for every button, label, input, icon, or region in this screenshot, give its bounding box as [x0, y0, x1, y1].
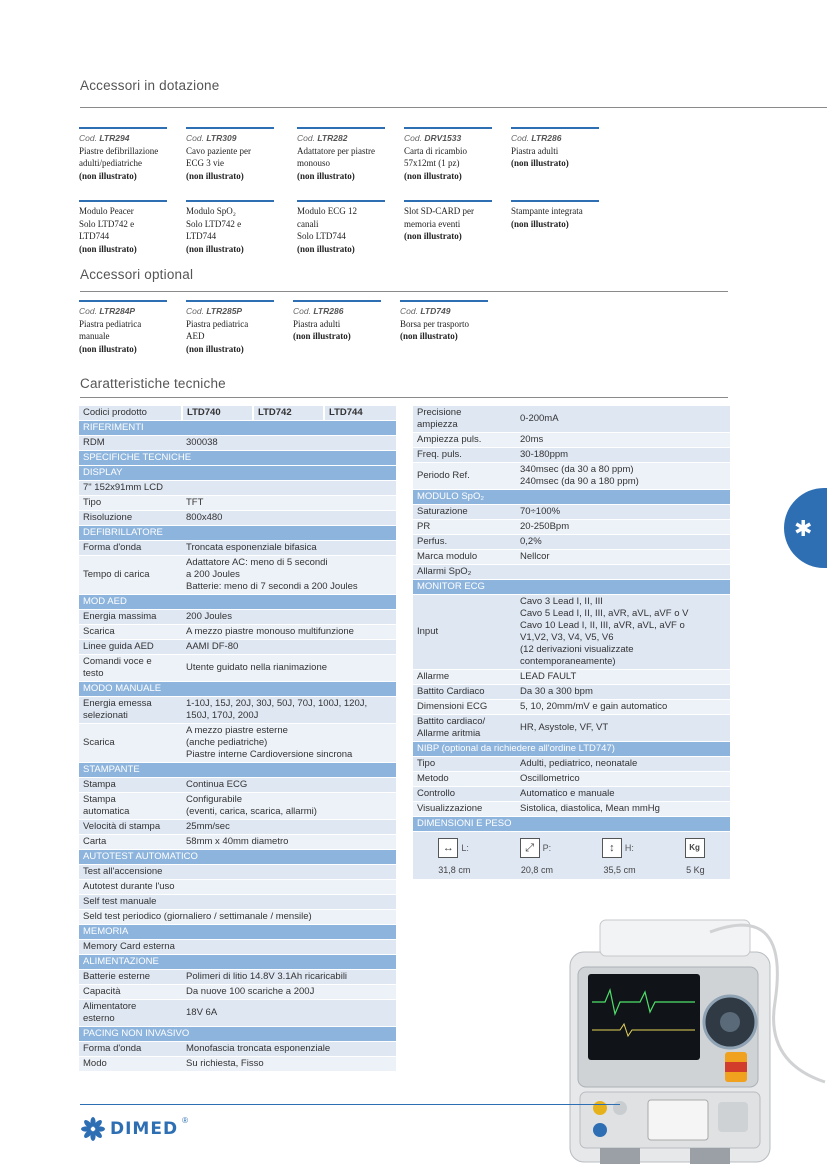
brand-mark: ®	[182, 1116, 188, 1125]
accessory-code: Cod. LTR294	[79, 133, 130, 143]
spec-row	[413, 448, 730, 463]
spec-row	[79, 835, 396, 850]
not-shown-note: (non illustrato)	[79, 343, 137, 354]
footer-line	[80, 1104, 620, 1105]
spec-row	[79, 697, 396, 724]
spec-row	[79, 793, 396, 820]
spec-key: Memory Card esterna	[79, 940, 182, 955]
not-shown-note: (non illustrato)	[511, 218, 569, 229]
spec-row	[413, 550, 730, 565]
section-header: ALIMENTAZIONE	[79, 955, 396, 970]
spec-row	[413, 757, 730, 772]
spec-key: Tempo di carica	[79, 556, 182, 595]
height-dim: ↕ H:	[602, 838, 634, 858]
spec-row	[413, 595, 730, 670]
spec-key: Scarica	[79, 724, 182, 763]
section-title-included: Accessori in dotazione	[80, 78, 220, 93]
asterisk-icon: ✱	[794, 516, 813, 541]
spec-value: Cavo 3 Lead I, II, III Cavo 5 Lead I, II, III, aVR, aVL, aVF o V Cavo 10 Lead I, II, III, aVR, aVL, aVF o V1,V2, V3, V4, V5, V6 (12 derivazioni visualizzate contemporaneamente)	[516, 595, 730, 670]
brand-name: DIMED	[110, 1119, 179, 1139]
spec-value: 300038	[182, 436, 396, 451]
spec-key: Stampa automatica	[79, 793, 182, 820]
accessory-description: Piastre defibrillazione adulti/pediatriche	[79, 145, 159, 168]
product-code-cell: LTD742	[253, 406, 324, 421]
spec-key: Forma d'onda	[79, 1042, 182, 1057]
accessory-item	[79, 300, 167, 355]
spec-key: Allarmi SpO₂	[413, 565, 516, 580]
accessory-description: Piastra adulti	[511, 145, 559, 156]
spec-value: Sistolica, diastolica, Mean mmHg	[516, 802, 730, 817]
spec-row	[79, 970, 396, 985]
section-header-row	[79, 595, 396, 610]
spec-key: Marca modulo	[413, 550, 516, 565]
not-shown-note: (non illustrato)	[79, 170, 137, 181]
brand-logo	[80, 1116, 188, 1142]
section-header: MEMORIA	[79, 925, 396, 940]
spec-key: Precisione ampiezza	[413, 406, 516, 433]
spec-row	[79, 556, 396, 595]
spec-key: Self test manuale	[79, 895, 182, 910]
spec-key: Energia massima	[79, 610, 182, 625]
length-dim: ↔ L:	[438, 838, 469, 858]
spec-key: Velocità di stampa	[79, 820, 182, 835]
accessory-item	[404, 127, 492, 182]
spec-row	[413, 715, 730, 742]
spec-value: 30-180ppm	[516, 448, 730, 463]
not-shown-note: (non illustrato)	[186, 343, 244, 354]
section-header-row	[413, 580, 730, 595]
section-header-row	[79, 1027, 396, 1042]
spec-key: Controllo	[413, 787, 516, 802]
spec-key: Visualizzazione	[413, 802, 516, 817]
spec-row	[79, 910, 396, 925]
spec-key: Allarme	[413, 670, 516, 685]
product-codes-row	[79, 406, 396, 421]
spec-value: Continua ECG	[182, 778, 396, 793]
accessory-item	[297, 200, 385, 255]
section-header-row	[79, 451, 396, 466]
spec-key: Dimensioni ECG	[413, 700, 516, 715]
spec-value: AAMI DF-80	[182, 640, 396, 655]
spec-value: 25mm/sec	[182, 820, 396, 835]
section-header: MODULO SpO₂	[413, 490, 730, 505]
weight-icon: Kg	[685, 838, 705, 858]
section-header-row	[413, 817, 730, 832]
spec-row	[413, 700, 730, 715]
accessory-description: Modulo Peacer Solo LTD742 e LTD744	[79, 206, 135, 241]
spec-key: Seld test periodico (giornaliero / settimanale / mensile)	[79, 910, 396, 925]
spec-row	[413, 670, 730, 685]
accessory-code: Cod. LTD749	[400, 306, 451, 316]
accessory-item	[404, 200, 492, 243]
spec-row	[79, 985, 396, 1000]
spec-value: HR, Asystole, VF, VT	[516, 715, 730, 742]
spec-key: 7" 152x91mm LCD	[79, 481, 182, 496]
spec-row	[79, 820, 396, 835]
spec-value: Oscillometrico	[516, 772, 730, 787]
spec-row	[413, 505, 730, 520]
depth-icon: ⤢	[520, 838, 540, 858]
section-header: MOD AED	[79, 595, 396, 610]
spec-value: Troncata esponenziale bifasica	[182, 541, 396, 556]
spec-key: PR	[413, 520, 516, 535]
spec-key: Tipo	[413, 757, 516, 772]
spec-value: A mezzo piastre esterne (anche pediatriche) Piastre interne Cardioversione sincrona	[182, 724, 396, 763]
section-header-row	[79, 526, 396, 541]
spec-row	[79, 940, 396, 955]
spec-key: Energia emessa selezionati	[79, 697, 182, 724]
spec-value: Monofascia troncata esponenziale	[182, 1042, 396, 1057]
spec-key: Capacità	[79, 985, 182, 1000]
accessory-item	[511, 127, 599, 170]
accessory-description: Borsa per trasporto	[400, 318, 469, 329]
spec-key: Tipo	[79, 496, 182, 511]
not-shown-note: (non illustrato)	[404, 231, 462, 241]
accessory-code: Cod. LTR286	[511, 133, 562, 143]
spec-key: Comandi voce e testo	[79, 655, 182, 682]
section-header: RIFERIMENTI	[79, 421, 396, 436]
spec-value: 58mm x 40mm diametro	[182, 835, 396, 850]
brand-flower-icon	[80, 1116, 106, 1142]
accessory-code: Cod. LTR282	[297, 133, 348, 143]
product-code-cell: LTD744	[324, 406, 396, 421]
section-header-row	[79, 763, 396, 778]
spec-row	[79, 880, 396, 895]
accessory-item	[79, 200, 167, 255]
spec-value: Adulti, pediatrico, neonatale	[516, 757, 730, 772]
spec-key: Modo	[79, 1057, 182, 1072]
spec-row	[413, 787, 730, 802]
spec-key: Periodo Ref.	[413, 463, 516, 490]
not-shown-note: (non illustrato)	[186, 170, 244, 181]
spec-row	[79, 1000, 396, 1027]
accessory-description: Adattatore per piastre monouso	[297, 145, 375, 168]
spec-value	[182, 895, 396, 910]
accessory-description: Cavo paziente per ECG 3 vie	[186, 145, 251, 168]
not-shown-note: (non illustrato)	[297, 243, 355, 254]
spec-row	[79, 640, 396, 655]
spec-key: Batterie esterne	[79, 970, 182, 985]
spec-value: 70÷100%	[516, 505, 730, 520]
spec-key: Battito cardiaco/ Allarme aritmia	[413, 715, 516, 742]
section-header: AUTOTEST AUTOMATICO	[79, 850, 396, 865]
section-header-row	[79, 850, 396, 865]
spec-row	[79, 481, 396, 496]
accessory-description: Carta di ricambio 57x12mt (1 pz)	[404, 145, 467, 168]
spec-value: Da 30 a 300 bpm	[516, 685, 730, 700]
spec-key: Ampiezza puls.	[413, 433, 516, 448]
weight-dim	[685, 838, 705, 858]
spec-value: 18V 6A	[182, 1000, 396, 1027]
section-header: PACING NON INVASIVO	[79, 1027, 396, 1042]
spec-value: Su richiesta, Fisso	[182, 1057, 396, 1072]
spec-row	[79, 610, 396, 625]
section-header-row	[79, 955, 396, 970]
spec-value: LEAD FAULT	[516, 670, 730, 685]
spec-row	[79, 895, 396, 910]
section-header: MODO MANUALE	[79, 682, 396, 697]
spec-value: Polimeri di litio 14.8V 3.1Ah ricaricabili	[182, 970, 396, 985]
spec-row	[413, 685, 730, 700]
section-header: STAMPANTE	[79, 763, 396, 778]
section-rule	[80, 107, 827, 108]
spec-value: 1-10J, 15J, 20J, 30J, 50J, 70J, 100J, 120J, 150J, 170J, 200J	[182, 697, 396, 724]
spec-key: Scarica	[79, 625, 182, 640]
spec-value: Utente guidato nella rianimazione	[182, 655, 396, 682]
accessory-description: Slot SD-CARD per memoria eventi	[404, 206, 475, 229]
not-shown-note: (non illustrato)	[79, 243, 137, 254]
accessory-item	[79, 127, 167, 182]
spec-row	[413, 433, 730, 448]
spec-row	[413, 520, 730, 535]
section-title-optional: Accessori optional	[80, 267, 194, 282]
not-shown-note: (non illustrato)	[297, 170, 355, 181]
accessory-item	[400, 300, 488, 343]
spec-key: Saturazione	[413, 505, 516, 520]
spec-key: Metodo	[413, 772, 516, 787]
accessory-code: Cod. DRV1533	[404, 133, 462, 143]
length-icon: ↔	[438, 838, 458, 858]
spec-value: 5, 10, 20mm/mV e gain automatico	[516, 700, 730, 715]
section-rule	[80, 397, 728, 398]
spec-table-left	[79, 406, 396, 1072]
spec-key: Perfus.	[413, 535, 516, 550]
height-value: 35,5 cm	[603, 865, 636, 875]
not-shown-note: (non illustrato)	[511, 158, 569, 168]
accessory-description: Piastra adulti	[293, 318, 341, 329]
accessory-item	[511, 200, 599, 230]
accessory-description: Piastra pediatrica AED	[186, 318, 249, 341]
spec-row	[413, 565, 730, 580]
spec-value: 20-250Bpm	[516, 520, 730, 535]
accessory-description: Stampante integrata	[511, 206, 583, 216]
not-shown-note: (non illustrato)	[293, 331, 351, 341]
spec-key: Forma d'onda	[79, 541, 182, 556]
accessory-item	[186, 200, 274, 255]
spec-row	[79, 436, 396, 451]
section-header: MONITOR ECG	[413, 580, 730, 595]
section-header-row	[79, 925, 396, 940]
spec-key: Battito Cardiaco	[413, 685, 516, 700]
spec-key: Linee guida AED	[79, 640, 182, 655]
spec-row	[413, 406, 730, 433]
height-icon: ↕	[602, 838, 622, 858]
spec-row	[79, 511, 396, 526]
spec-row	[79, 778, 396, 793]
spec-value: Configurabile (eventi, carica, scarica, allarmi)	[182, 793, 396, 820]
section-header: DIMENSIONI E PESO	[413, 817, 730, 832]
product-code-cell: Codici prodotto	[79, 406, 182, 421]
accessory-code: Cod. LTR285P	[186, 306, 243, 316]
spec-key: Freq. puls.	[413, 448, 516, 463]
spec-row	[79, 865, 396, 880]
section-header-row	[79, 466, 396, 481]
spec-key: Stampa	[79, 778, 182, 793]
spec-value: 0,2%	[516, 535, 730, 550]
accessory-item	[297, 127, 385, 182]
spec-row	[413, 535, 730, 550]
spec-value	[182, 481, 396, 496]
accessory-description: Modulo ECG 12 canali Solo LTD744	[297, 206, 358, 241]
spec-value	[182, 865, 396, 880]
spec-value	[182, 880, 396, 895]
accessory-code: Cod. LTR284P	[79, 306, 136, 316]
spec-row	[413, 772, 730, 787]
spec-row	[79, 724, 396, 763]
spec-row	[413, 802, 730, 817]
spec-value: TFT	[182, 496, 396, 511]
not-shown-note: (non illustrato)	[400, 331, 458, 341]
spec-key: Input	[413, 595, 516, 670]
section-rule	[80, 291, 728, 292]
accessory-code: Cod. LTR286	[293, 306, 344, 316]
spec-row	[79, 1042, 396, 1057]
section-title-tech: Caratteristiche tecniche	[80, 376, 226, 391]
section-header: DISPLAY	[79, 466, 396, 481]
depth-dim: ⤢ P:	[520, 838, 552, 858]
spec-value: 200 Joules	[182, 610, 396, 625]
spec-value: 800x480	[182, 511, 396, 526]
accessory-description: Modulo SpO₂ Solo LTD742 e LTD744	[186, 206, 242, 241]
section-header-row	[79, 421, 396, 436]
spec-row	[79, 541, 396, 556]
spec-row	[79, 496, 396, 511]
section-header-row	[413, 490, 730, 505]
spec-value	[182, 940, 396, 955]
spec-value: Automatico e manuale	[516, 787, 730, 802]
not-shown-note: (non illustrato)	[186, 243, 244, 254]
spec-table-right	[413, 406, 730, 880]
accessory-code: Cod. LTR309	[186, 133, 237, 143]
spec-key: Risoluzione	[79, 511, 182, 526]
section-header: DEFIBRILLATORE	[79, 526, 396, 541]
accessory-item	[186, 127, 274, 182]
spec-row	[79, 625, 396, 640]
spec-value: 0-200mA	[516, 406, 730, 433]
accessory-description: Piastra pediatrica manuale	[79, 318, 142, 341]
spec-row	[79, 655, 396, 682]
length-value: 31,8 cm	[438, 865, 471, 875]
spec-value: Da nuove 100 scariche a 200J	[182, 985, 396, 1000]
accessory-item	[186, 300, 274, 355]
depth-value: 20,8 cm	[520, 865, 553, 875]
spec-row	[413, 463, 730, 490]
not-shown-note: (non illustrato)	[404, 170, 462, 181]
spec-value: Adattatore AC: meno di 5 secondi a 200 Joules Batterie: meno di 7 secondi a 200 Joules	[182, 556, 396, 595]
accessory-item	[293, 300, 381, 343]
product-code-cell: LTD740	[182, 406, 253, 421]
section-header-row	[413, 742, 730, 757]
spec-row	[79, 1057, 396, 1072]
spec-value: 340msec (da 30 a 80 ppm) 240msec (da 90 a 180 ppm)	[516, 463, 730, 490]
spec-key: Test all'accensione	[79, 865, 182, 880]
dimensions-row	[413, 832, 730, 880]
spec-value: Nellcor	[516, 550, 730, 565]
section-header: NIBP (optional da richiedere all'ordine LTD747)	[413, 742, 730, 757]
spec-key: RDM	[79, 436, 182, 451]
section-header-row	[79, 682, 396, 697]
spec-key: Carta	[79, 835, 182, 850]
spec-value	[516, 565, 730, 580]
spec-key: Autotest durante l'uso	[79, 880, 182, 895]
section-header: SPECIFICHE TECNICHE	[79, 451, 396, 466]
side-tab	[784, 488, 827, 568]
spec-key: Alimentatore esterno	[79, 1000, 182, 1027]
spec-value: 20ms	[516, 433, 730, 448]
defibrillator-image	[560, 912, 827, 1170]
spec-value: A mezzo piastre monouso multifunzione	[182, 625, 396, 640]
weight-value: 5 Kg	[686, 865, 705, 875]
